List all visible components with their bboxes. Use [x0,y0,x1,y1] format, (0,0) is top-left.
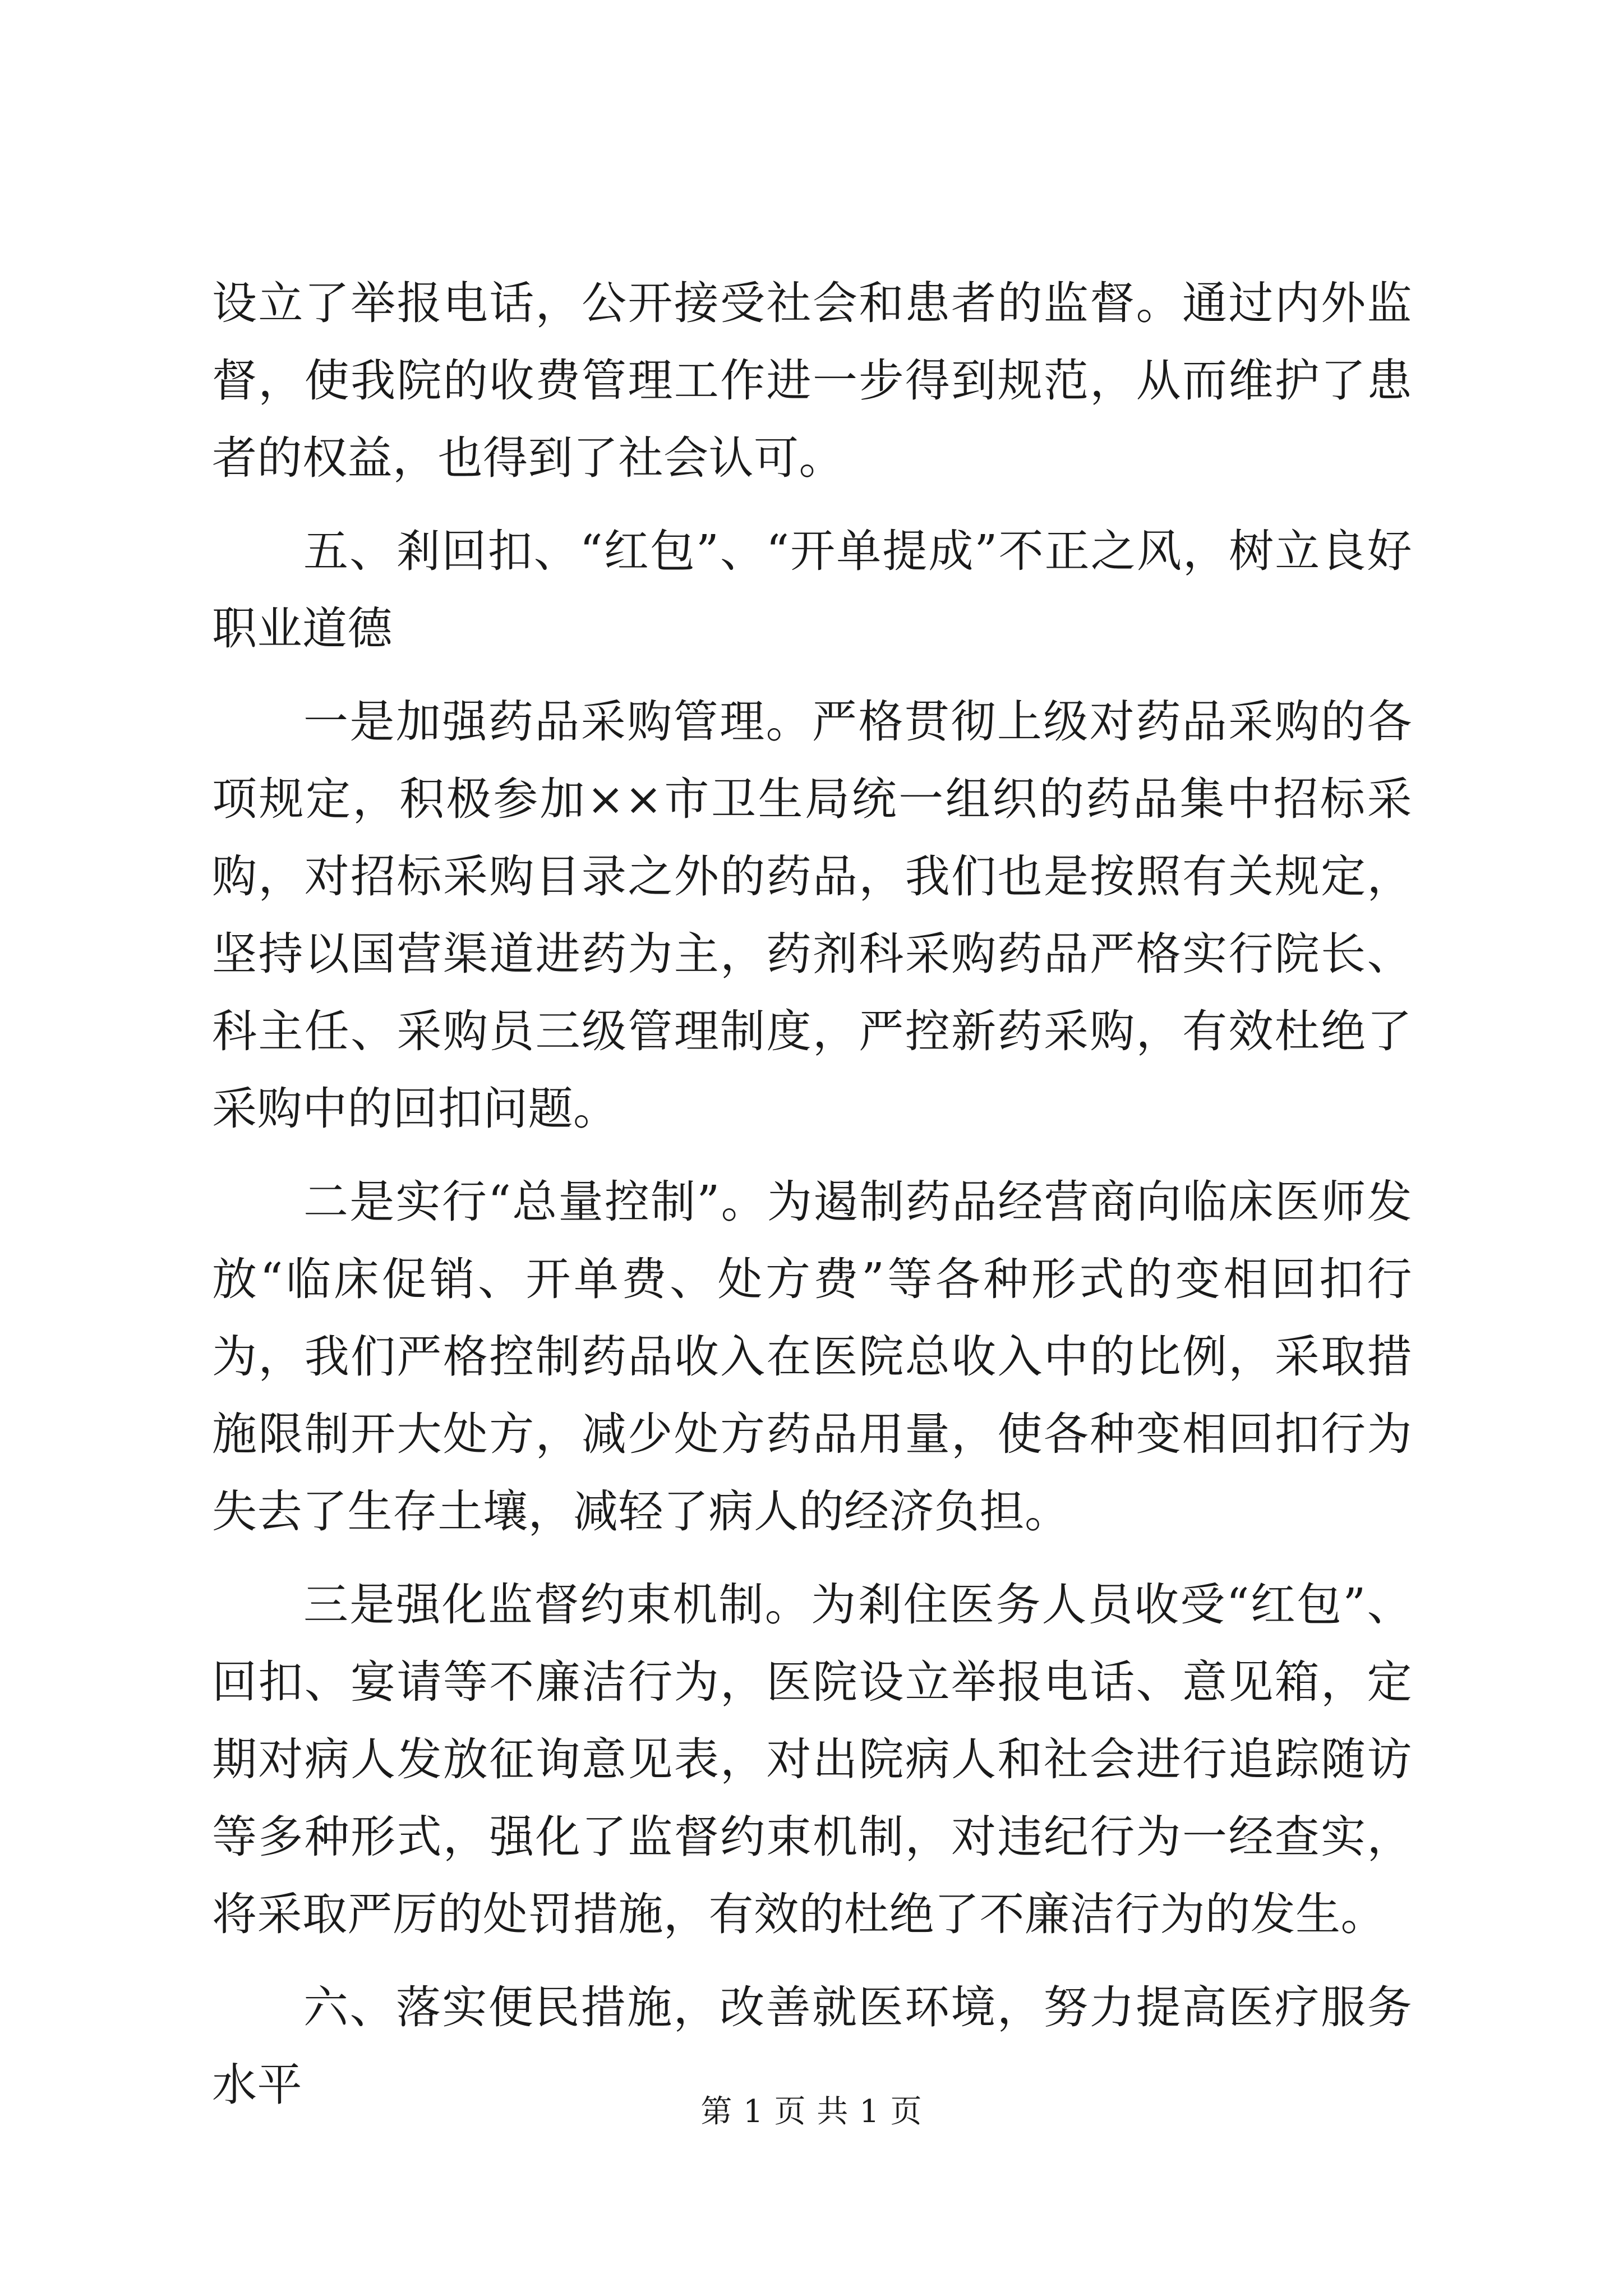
paragraph-drug-procurement: 一是加强药品采购管理。严格贯彻上级对药品采购的各项规定，积极参加××市卫生局统一组织的药品集中招标采购，对招标采购目录之外的药品，我们也是按照有关规定，坚持以国营渠道进药为主，药剂科采购药品严格实行院长、科主任、采购员三级管理制度，严控新药采购，有效杜绝了采购中的回扣问题。 [212,696,1412,1135]
paragraph-continuation: 设立了举报电话，公开接受社会和患者的监督。通过内外监督，使我院的收费管理工作进一步得到规范，从而维护了患者的权益，也得到了社会认可。 [212,277,1412,484]
document-body [212,265,1412,2124]
paragraph-total-control: 二是实行“总量控制”。为遏制药品经营商向临床医师发放“临床促销、开单费、处方费”等各种形式的变相回扣行为，我们严格控制药品收入在医院总收入中的比例，采取措施限制开大处方，减少处方药品用量，使各种变相回扣行为失去了生存土壤，减轻了病人的经济负担。 [212,1176,1412,1538]
page-number-footer: 第 1 页 共 1 页 [700,2093,923,2130]
section-heading-five: 五、剎回扣、“红包”、“开单提成”不正之风，树立良好职业道德 [212,525,1412,655]
section-heading-six: 六、落实便民措施，改善就医环境，努力提高医疗服务水平 [212,1981,1412,2111]
paragraph-supervision: 三是强化监督约束机制。为剎住医务人员收受“红包”、回扣、宴请等不廉洁行为，医院设立举报电话、意见箱，定期对病人发放征询意见表，对出院病人和社会进行追踪随访等多种形式，强化了监督约束机制，对违纪行为一经查实，将采取严厉的处罚措施，有效的杜绝了不廉洁行为的发生。 [212,1579,1412,1940]
